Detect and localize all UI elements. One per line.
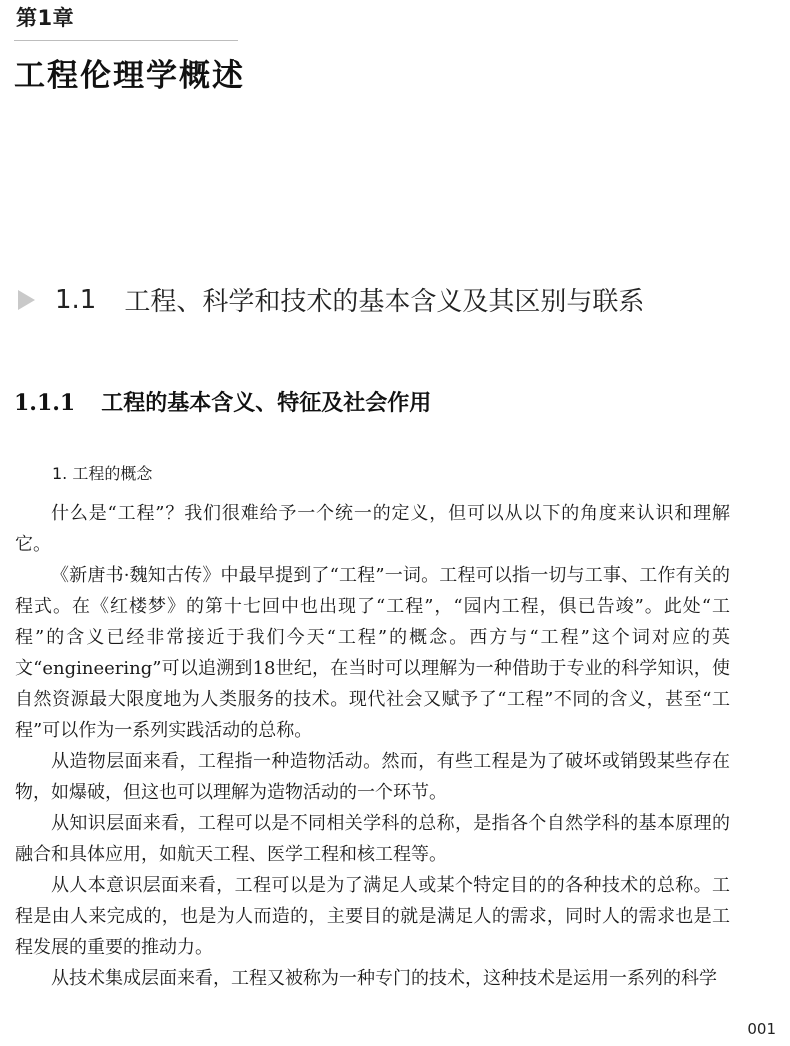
chapter-divider [14, 40, 238, 41]
paragraph: 从知识层面来看，工程可以是不同相关学科的总称，是指各个自然学科的基本原理的融合和具体应用，如航天工程、医学工程和核工程等。 [15, 813, 730, 865]
paragraph: 什么是“工程”？我们很难给予一个统一的定义，但可以从以下的角度来认识和理解它。 [15, 503, 730, 555]
section-number: 1.1 [55, 284, 97, 315]
paragraph: 从技术集成层面来看，工程又被称为一种专门的技术，这种技术是运用一系列的科学 [51, 968, 717, 989]
chapter-title: 工程伦理学概述 [14, 58, 245, 94]
section-triangle-icon [18, 290, 35, 310]
subsection-heading [14, 386, 431, 417]
section-title: 工程、科学和技术的基本含义及其区别与联系 [124, 287, 645, 317]
paragraph: 《新唐书·魏知古传》中最早提到了“工程”一词。工程可以指一切与工事、工作有关的程式。在《红楼梦》的第十七回中也出现了“工程”，“园内工程，俱已告竣”。此处“工程”的含义已经非常接近于我们今天“工程”的概念。西方与“工程”这个词对应的英文“engineering”可以追溯到18世纪，在当时可以理解为一种借助于专业的科学知识，使自然资源最大限度地为人类服务的技术。现代社会又赋予了“工程”不同的含义，甚至“工程”可以作为一系列实践活动的总称。 [15, 565, 730, 741]
paragraph: 从人本意识层面来看，工程可以是为了满足人或某个特定目的的各种技术的总称。工程是由人来完成的，也是为人而造的，主要目的就是满足人的需求，同时人的需求也是工程发展的重要的推动力。 [15, 875, 730, 958]
item-heading: 1. 工程的概念 [52, 464, 153, 483]
body-text [15, 498, 730, 994]
subsection-number: 1.1.1 [14, 390, 76, 416]
chapter-label: 第1章 [16, 6, 75, 30]
section-heading [18, 281, 644, 318]
page-number: 001 [747, 1020, 776, 1038]
paragraph: 从造物层面来看，工程指一种造物活动。然而，有些工程是为了破坏或销毁某些存在物，如爆破，但这也可以理解为造物活动的一个环节。 [15, 751, 730, 803]
subsection-title: 工程的基本含义、特征及社会作用 [101, 390, 432, 416]
